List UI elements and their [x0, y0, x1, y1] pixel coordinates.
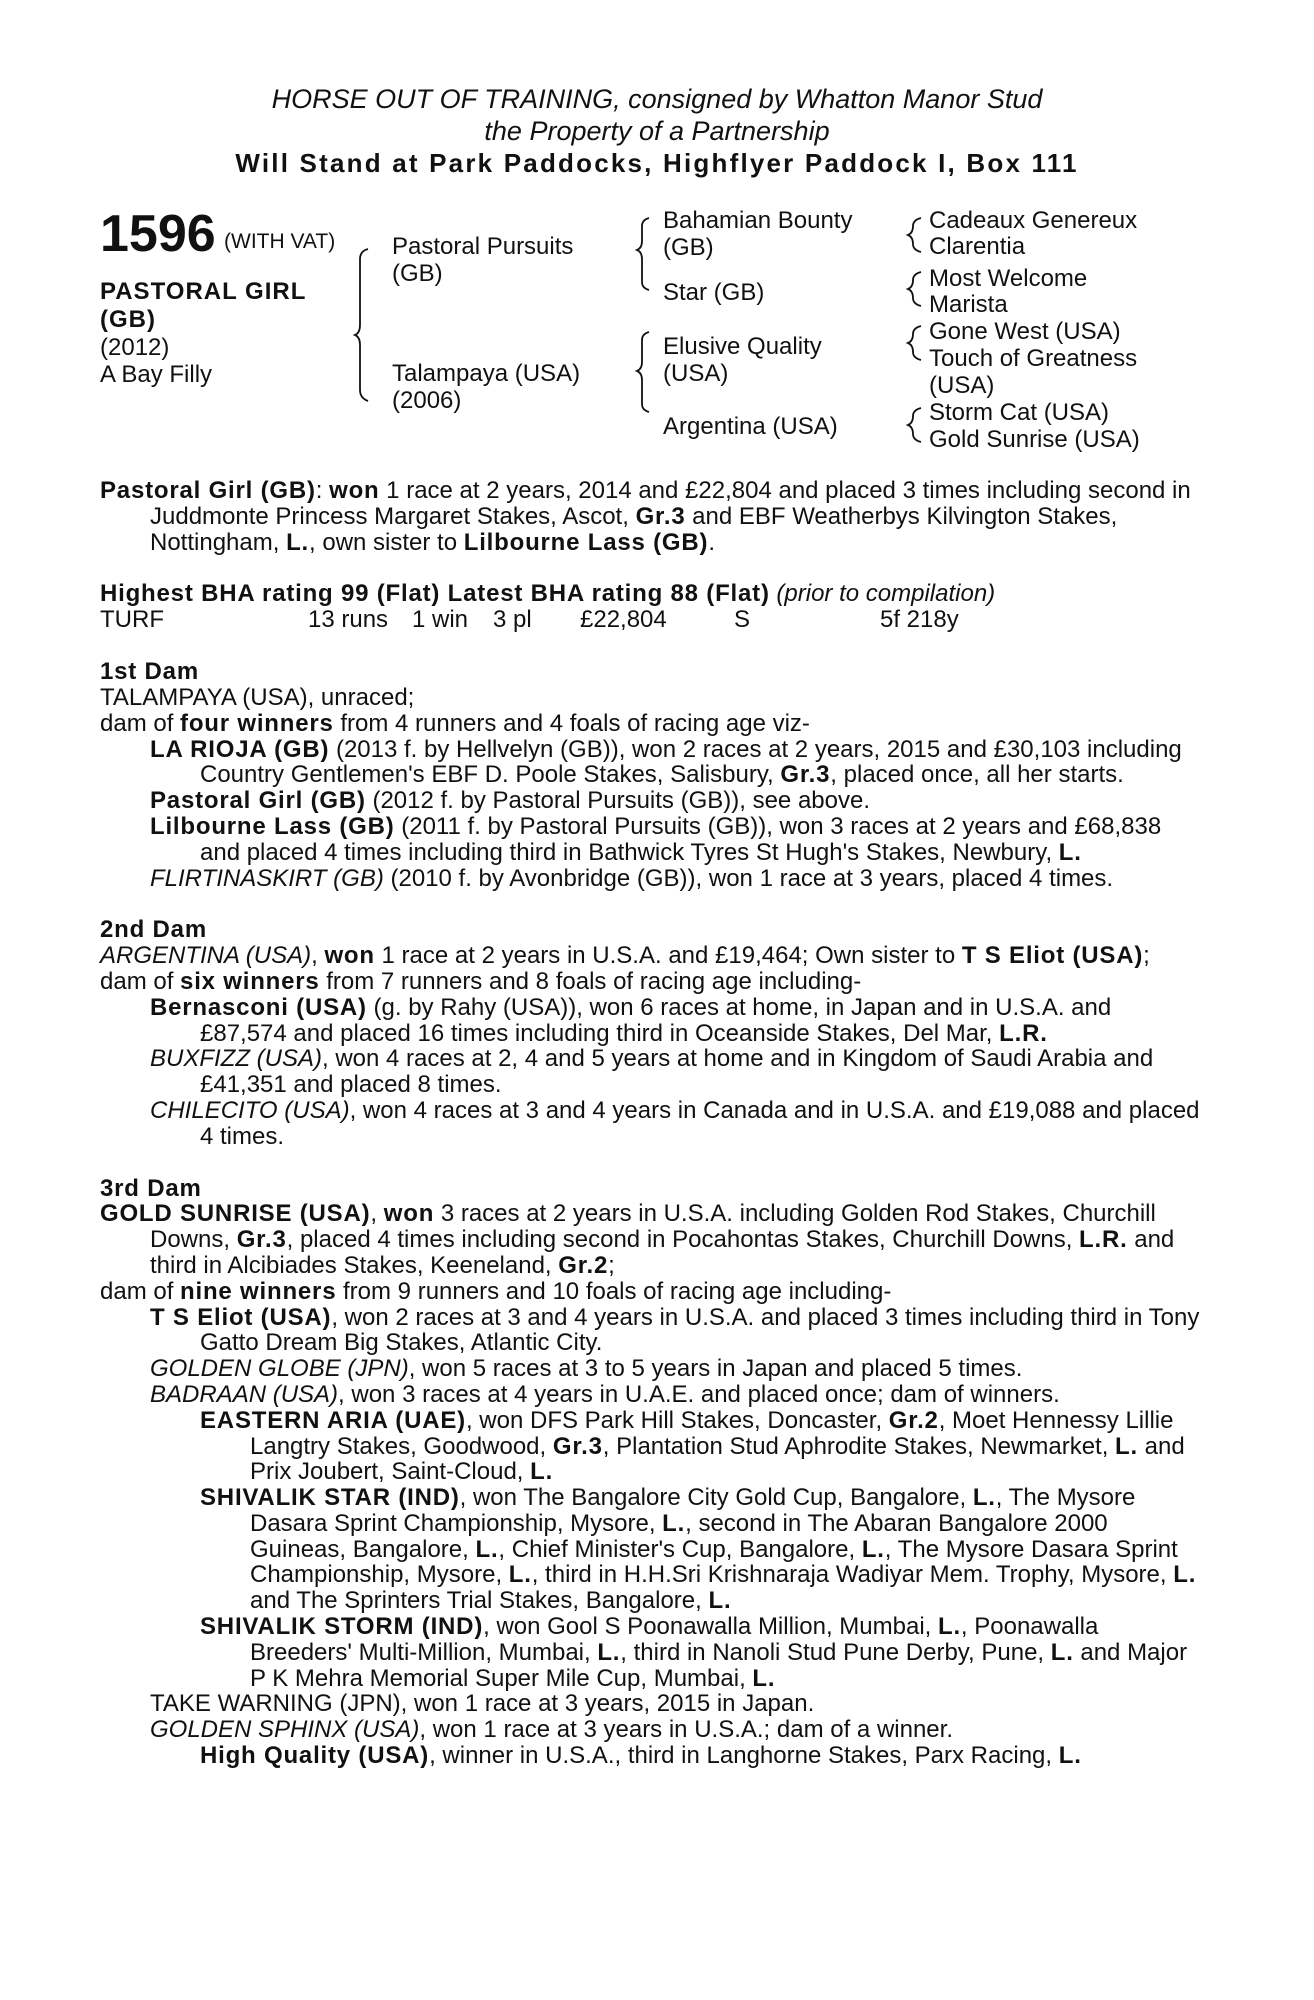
produce-entry	[100, 1046, 1204, 1098]
produce-name: EASTERN ARIA (UAE)	[200, 1406, 466, 1434]
grade: Gr.3	[236, 1226, 287, 1254]
listed: L.	[1050, 1638, 1074, 1666]
third-dam-heading: 3rd Dam	[100, 1174, 202, 1202]
produce-name: LA RIOJA (GB)	[150, 735, 330, 763]
rating-line	[100, 581, 1204, 607]
produce-text: , won Gool S Poonawalla Million, Mumbai,	[483, 1613, 938, 1641]
listed: L.	[972, 1484, 996, 1512]
summary-listed: L.	[286, 528, 310, 556]
produce-text: , won 3 races at 4 years in U.A.E. and placed once; dam of winners.	[338, 1380, 1060, 1408]
produce-text: and Prix Joubert, Saint-Cloud,	[250, 1432, 1185, 1486]
produce-entry	[100, 1356, 1204, 1382]
produce-text: , second in The Abaran Bangalore 2000 Guineas, Bangalore,	[250, 1509, 1108, 1563]
pedigree-dsd	[929, 345, 1137, 399]
record-text: ;	[1143, 942, 1150, 970]
horse-summary: Pastoral Girl (GB): won 1 race at 2 years, 2014 and £22,804 and placed 3 times including second in Juddmonte Princess Margaret Stakes, Ascot, Gr.3 and EBF Weatherbys Kilvington Stakes, Nottingham, L., own sister to Lilbourne Lass (GB).	[100, 477, 1191, 556]
second-dam-heading: 2nd Dam	[100, 916, 207, 944]
d3-damof-b: nine winners	[180, 1277, 337, 1305]
summary-text2: and EBF Weatherbys Kilvington Stakes, Nottingham,	[150, 502, 1118, 556]
produce-name: CHILECITO (USA)	[150, 1096, 350, 1124]
pedigree-brackets	[0, 0, 1314, 470]
record-surface: TURF	[100, 606, 164, 634]
summary-grade: Gr.3	[635, 502, 686, 530]
won-word: won	[324, 942, 375, 970]
d2-damof-c: from 7 runners and 8 foals of racing age including-	[319, 967, 862, 995]
stabling-line: Will Stand at Park Paddocks, Highflyer Paddock I, Box 111	[235, 148, 1079, 178]
produce-name: FLIRTINASKIRT (GB)	[150, 864, 384, 892]
listed: L.	[1058, 1742, 1082, 1770]
grade: Gr.2	[558, 1251, 609, 1279]
record-going: S	[734, 606, 751, 634]
produce-text: , Poonawalla Breeders' Multi-Million, Mumbai,	[250, 1613, 1099, 1666]
rating-note: (prior to compilation)	[776, 580, 996, 608]
d1-damof-c: from 4 runners and 4 foals of racing age viz-	[333, 709, 810, 737]
produce-text: , The Mysore Dasara Sprint Championship, Mysore,	[250, 1484, 1136, 1537]
produce-text: , third in H.H.Sri Krishnaraja Wadiyar Mem. Trophy, Mysore,	[531, 1561, 1174, 1589]
first-dam-heading: 1st Dam	[100, 658, 199, 686]
pedigree-dss: Gone West (USA)	[929, 318, 1121, 345]
produce-listed: L.	[1058, 838, 1082, 866]
summary-won: won	[329, 477, 380, 504]
second-dam-record	[100, 943, 1204, 969]
produce-text: , Plantation Stud Aphrodite Stakes, Newmarket,	[602, 1432, 1116, 1460]
sire-line1: Pastoral Pursuits	[392, 233, 574, 260]
pedigree-sire-sire	[663, 207, 852, 261]
produce-text: (2010 f. by Avonbridge (GB)), won 1 race at 3 years, placed 4 times.	[383, 864, 1114, 892]
record-text: ;	[608, 1251, 615, 1279]
produce-text: , won DFS Park Hill Stakes, Doncaster,	[465, 1406, 889, 1434]
produce-entry	[100, 1098, 1204, 1150]
pedigree-dds: Storm Cat (USA)	[929, 399, 1110, 426]
produce-text: and The Sprinters Trial Stakes, Bangalore,	[250, 1587, 709, 1615]
listed: L.R.	[1079, 1226, 1128, 1254]
record-text: and third in Alcibiades Stakes, Keeneland,	[150, 1226, 1175, 1279]
grandproduce-entry	[100, 1743, 1204, 1769]
consignor-line: HORSE OUT OF TRAINING, consigned by Whatton Manor Stud	[271, 84, 1043, 114]
produce-name: GOLDEN SPHINX (USA)	[150, 1716, 420, 1744]
pedigree-sss: Cadeaux Genereux	[929, 207, 1138, 234]
produce-entry	[100, 1717, 1204, 1743]
produce-text: (g. by Rahy (USA)), won 6 races at home, in Japan and in U.S.A. and £87,574 and placed 16 times including third in Oceanside Stakes, Del Mar,	[200, 993, 1112, 1047]
third-dam-name: GOLD SUNRISE (USA)	[100, 1200, 371, 1228]
produce-name: Pastoral Girl (GB)	[150, 787, 366, 815]
listed: L.	[1115, 1432, 1138, 1460]
d1-damof-b: four winners	[180, 709, 334, 737]
produce-text: , won 5 races at 3 to 5 years in Japan and placed 5 times.	[408, 1355, 1023, 1383]
dsd-line1: Touch of Greatness	[929, 345, 1138, 372]
d2-damof-a: dam of	[100, 967, 181, 995]
second-dam-name: ARGENTINA (USA)	[100, 942, 312, 970]
pedigree-dam-dam: Argentina (USA)	[663, 413, 838, 440]
listed: L.	[508, 1561, 532, 1589]
d1-damof-a: dam of	[100, 709, 181, 737]
produce-entry	[100, 866, 1204, 892]
produce-text: , won 4 races at 2, 4 and 5 years at home and in Kingdom of Saudi Arabia and £41,351 and placed 8 times.	[200, 1045, 1154, 1099]
produce-name: TAKE WARNING (JPN), won 1 race at 3 years, 2015 in Japan.	[150, 1690, 815, 1718]
pedigree-dam	[392, 360, 580, 414]
catalogue-body	[100, 478, 1204, 1769]
lot-number: 1596	[100, 205, 216, 263]
pedigree-ddd: Gold Sunrise (USA)	[929, 426, 1140, 453]
produce-text: , Chief Minister's Cup, Bangalore,	[498, 1535, 862, 1563]
dam-line1: Talampaya (USA)	[392, 360, 581, 387]
listed: L.	[475, 1535, 499, 1563]
produce-text: , Moet Hennessy Lillie Langtry Stakes, Goodwood,	[250, 1406, 1174, 1460]
record-text: 1 race at 2 years in U.S.A. and £19,464; Own sister to	[374, 942, 962, 970]
grade: Gr.2	[888, 1406, 939, 1434]
produce-text: , placed once, all her starts.	[830, 761, 1124, 789]
first-dam-produce-summary	[100, 711, 1204, 737]
produce-name: Bernasconi (USA)	[150, 993, 367, 1021]
produce-name: High Quality (USA)	[200, 1742, 430, 1770]
produce-name: BUXFIZZ (USA)	[150, 1045, 322, 1073]
produce-entry	[100, 788, 1204, 814]
vat-note: (WITH VAT)	[224, 230, 336, 253]
produce-name: SHIVALIK STAR (IND)	[200, 1484, 460, 1512]
second-dam-produce-summary	[100, 969, 1204, 995]
produce-name: GOLDEN GLOBE (JPN)	[150, 1355, 409, 1383]
produce-entry	[100, 1305, 1204, 1357]
produce-listed: L.R.	[999, 1019, 1048, 1047]
horse-name: PASTORAL GIRL (GB)	[100, 278, 306, 333]
third-dam-record	[100, 1201, 1204, 1278]
record-places: 3 pl	[493, 606, 532, 634]
produce-text: , won 4 races at 3 and 4 years in Canada and in U.S.A. and £19,088 and placed 4 times.	[200, 1096, 1200, 1150]
sister-name: T S Eliot (USA)	[961, 942, 1144, 970]
produce-entry	[100, 737, 1204, 789]
listed: L.	[662, 1509, 686, 1537]
first-dam-name: TALAMPAYA (USA), unraced;	[100, 683, 415, 711]
ds-line2: (USA)	[663, 360, 729, 387]
race-record	[100, 607, 1204, 633]
d2-damof-b: six winners	[180, 967, 320, 995]
listed: L.	[1173, 1561, 1197, 1589]
grandproduce-entry	[100, 1485, 1204, 1614]
d3-damof-a: dam of	[100, 1277, 181, 1305]
produce-text: (2013 f. by Hellvelyn (GB)), won 2 races at 2 years, 2015 and £30,103 including Country Gentlemen's EBF D. Poole Stakes, Salisbury,	[200, 735, 1182, 789]
record-earnings: £22,804	[580, 606, 667, 634]
listed: L.	[708, 1587, 732, 1615]
record-text: 3 races at 2 years in U.S.A. including Golden Rod Stakes, Churchill Downs,	[150, 1200, 1156, 1254]
ds-line1: Elusive Quality	[663, 333, 822, 360]
summary-text1: 1 race at 2 years, 2014 and £22,804 and placed 3 times including second in Juddmonte Princess Margaret Stakes, Ascot,	[150, 477, 1191, 530]
dsd-line2: (USA)	[929, 372, 995, 399]
produce-text: and Major P K Mehra Memorial Super Mile Cup, Mumbai,	[250, 1638, 1188, 1692]
produce-name: SHIVALIK STORM (IND)	[200, 1613, 484, 1641]
summary-text3: , own sister to	[309, 528, 464, 556]
listed: L.	[530, 1458, 554, 1486]
property-line: the Property of a Partnership	[484, 116, 830, 146]
produce-entry	[100, 995, 1204, 1047]
listed: L.	[937, 1613, 961, 1641]
d3-damof-c: from 9 runners and 10 foals of racing age including-	[336, 1277, 892, 1305]
grade: Gr.3	[552, 1432, 603, 1460]
record-wins: 1 win	[412, 606, 469, 634]
pedigree-sire	[392, 233, 573, 287]
horse-description: A Bay Filly	[100, 361, 213, 388]
produce-text: , won 2 races at 3 and 4 years in U.S.A. and placed 3 times including third in Tony Gatto Dream Big Stakes, Atlantic City.	[200, 1303, 1200, 1357]
grandproduce-entry	[100, 1408, 1204, 1485]
summary-text4: .	[708, 528, 715, 556]
produce-name: BADRAAN (USA)	[150, 1380, 339, 1408]
foaling-year: (2012)	[100, 334, 170, 361]
produce-text: , won 1 race at 3 years in U.S.A.; dam of a winner.	[419, 1716, 953, 1744]
produce-text: , third in Nanoli Stud Pune Derby, Pune,	[620, 1638, 1051, 1666]
rating-bold: Highest BHA rating 99 (Flat) Latest BHA rating 88 (Flat)	[100, 580, 770, 608]
grandproduce-entry	[100, 1614, 1204, 1691]
third-dam-produce-summary	[100, 1279, 1204, 1305]
produce-text: , winner in U.S.A., third in Langhorne Stakes, Parx Racing,	[429, 1742, 1059, 1770]
sep: ,	[311, 942, 325, 970]
won-word: won	[383, 1200, 435, 1228]
pedigree-sds: Most Welcome	[929, 265, 1088, 292]
summary-sister: Lilbourne Lass (GB)	[463, 528, 709, 556]
ss-line1: Bahamian Bounty	[663, 207, 853, 234]
listed: L.	[752, 1664, 776, 1692]
produce-name: T S Eliot (USA)	[150, 1303, 332, 1331]
produce-name: Lilbourne Lass (GB)	[150, 812, 395, 840]
sep: ,	[370, 1200, 384, 1228]
produce-entry	[100, 814, 1204, 866]
listed: L.	[597, 1638, 621, 1666]
produce-text: (2011 f. by Pastoral Pursuits (GB)), won 3 races at 2 years and £68,838 and placed 4 times including third in Bathwick Tyres St Hugh's Stakes, Newbury,	[200, 812, 1162, 866]
record-text: , placed 4 times including second in Pocahontas Stakes, Churchill Downs,	[286, 1226, 1080, 1254]
record-runs: 13 runs	[308, 606, 389, 634]
produce-text: , The Mysore Dasara Sprint Championship, Mysore,	[250, 1535, 1178, 1589]
summary-name: Pastoral Girl (GB)	[100, 477, 316, 504]
pedigree-sire-dam: Star (GB)	[663, 279, 765, 306]
pedigree-ssd: Clarentia	[929, 233, 1026, 260]
produce-entry	[100, 1382, 1204, 1408]
dam-line2: (2006)	[392, 387, 462, 414]
listed: L.	[861, 1535, 885, 1563]
pedigree-dam-sire	[663, 333, 822, 387]
ss-line2: (GB)	[663, 234, 714, 261]
produce-grade: Gr.3	[780, 761, 831, 789]
produce-entry	[100, 1691, 1204, 1717]
sire-line2: (GB)	[392, 260, 443, 287]
pedigree-sdd: Marista	[929, 291, 1008, 318]
produce-text: (2012 f. by Pastoral Pursuits (GB)), see above.	[365, 787, 871, 815]
record-distance: 5f 218y	[880, 606, 959, 634]
produce-text: , won The Bangalore City Gold Cup, Bangalore,	[459, 1484, 973, 1512]
